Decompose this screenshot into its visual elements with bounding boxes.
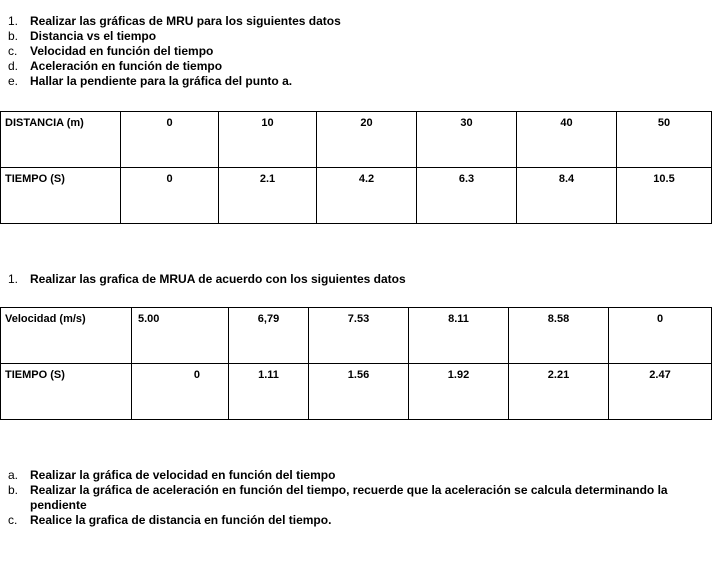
table-cell: 1.11 [229,364,309,420]
table-row [1,168,712,224]
table-cell: 10 [219,112,317,168]
list-item [0,74,700,89]
list-marker: c. [8,513,18,527]
mru-instructions-list [0,14,700,89]
table-cell: 0 [132,364,229,420]
list-item-text: Hallar la pendiente para la gráfica del punto a. [30,74,293,88]
table-cell: 4.2 [317,168,417,224]
table-row [1,308,712,364]
row-header-velocidad: Velocidad (m/s) [1,308,132,364]
row-header-tiempo: TIEMPO (S) [1,364,132,420]
table-cell: 30 [417,112,517,168]
mrua-data-table [0,307,712,420]
table-cell: 0 [121,112,219,168]
list-item [0,29,700,44]
table-cell: 2.1 [219,168,317,224]
list-item [0,468,705,483]
table-cell: 1.56 [309,364,409,420]
mru-data-table [0,111,712,224]
table-cell: 8.4 [517,168,617,224]
list-marker: b. [8,29,19,43]
table-cell: 10.5 [617,168,712,224]
list-item-text: Realizar las grafica de MRUA de acuerdo con los siguientes datos [30,272,406,286]
list-item-text: Distancia vs el tiempo [30,29,157,43]
list-marker: d. [8,59,19,73]
table-cell: 5.00 [132,308,229,364]
mrua-instructions-list [0,272,700,287]
list-item [0,272,700,287]
table-cell: 20 [317,112,417,168]
list-item [0,483,705,513]
list-item [0,44,700,59]
list-item-text: Aceleración en función de tiempo [30,59,223,73]
list-item-text: Velocidad en función del tiempo [30,44,214,58]
row-header-tiempo: TIEMPO (S) [1,168,121,224]
list-item-text: Realizar las gráficas de MRU para los siguientes datos [30,14,341,28]
row-header-distancia: DISTANCIA (m) [1,112,121,168]
table-row [1,364,712,420]
list-item-text: Realice la grafica de distancia en función del tiempo. [30,513,332,527]
table-cell: 0 [609,308,712,364]
table-cell: 8.58 [509,308,609,364]
list-item [0,513,705,528]
table-cell: 8.11 [409,308,509,364]
list-marker: a. [8,468,19,482]
list-item-text: Realizar la gráfica de velocidad en función del tiempo [30,468,336,482]
list-marker: 1. [8,14,19,28]
table-cell: 2.47 [609,364,712,420]
table-cell: 7.53 [309,308,409,364]
table-cell: 0 [121,168,219,224]
table-cell: 6,79 [229,308,309,364]
list-marker: b. [8,483,19,497]
list-marker: c. [8,44,18,58]
list-marker: 1. [8,272,19,286]
mrua-tasks-list [0,468,705,528]
list-item [0,59,700,74]
table-row [1,112,712,168]
table-cell: 1.92 [409,364,509,420]
list-item [0,14,700,29]
table-cell: 2.21 [509,364,609,420]
list-item-text: Realizar la gráfica de aceleración en función del tiempo, recuerde que la aceleración se calcula determinando la pendiente [30,483,668,512]
list-marker: e. [8,74,19,88]
table-cell: 40 [517,112,617,168]
table-cell: 6.3 [417,168,517,224]
table-cell: 50 [617,112,712,168]
